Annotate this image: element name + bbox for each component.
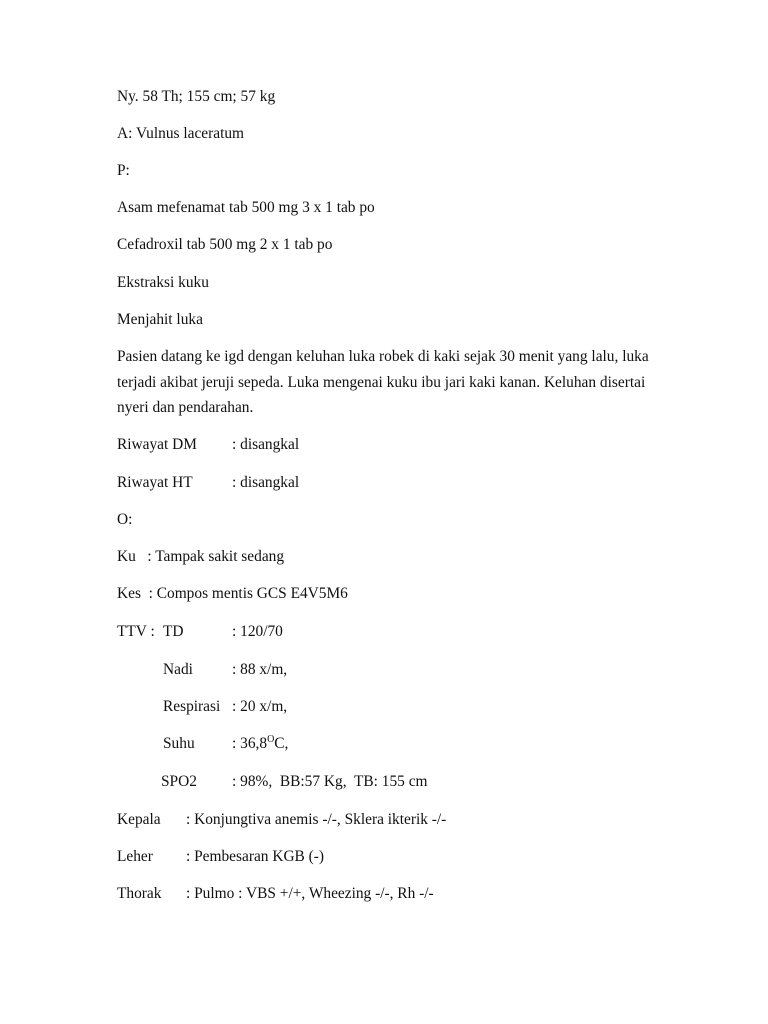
vitals-row	[0, 623, 768, 643]
vital-label: Respirasi	[163, 698, 221, 715]
vitals-row	[0, 698, 768, 718]
history-label: Riwayat DM	[117, 436, 197, 453]
history-value: : disangkal	[232, 436, 300, 453]
vitals-row	[0, 661, 768, 681]
vitals-row	[0, 735, 768, 755]
exam-label: Kepala	[117, 811, 161, 828]
exam-label: Leher	[117, 848, 153, 865]
history-value: : disangkal	[232, 474, 300, 491]
vital-value: : 88 x/m,	[232, 661, 288, 678]
vital-label: TD	[163, 623, 184, 640]
consciousness: Kes : Compos mentis GCS E4V5M6	[117, 585, 348, 602]
plan-item: Ekstraksi kuku	[117, 274, 209, 291]
exam-label: Thorak	[117, 885, 162, 902]
plan-item: Cefadroxil tab 500 mg 2 x 1 tab po	[117, 236, 333, 253]
temperature-value: : 36,8	[232, 735, 268, 752]
history-row	[0, 474, 768, 494]
temperature-unit: C,	[274, 735, 289, 752]
vital-value: : 20 x/m,	[232, 698, 288, 715]
vital-label: Suhu	[163, 735, 195, 752]
vital-value: : 120/70	[232, 623, 283, 640]
vital-value: : 98%, BB:57 Kg, TB: 155 cm	[232, 773, 428, 790]
vital-label: SPO2	[161, 773, 197, 790]
general-condition: Ku : Tampak sakit sedang	[117, 548, 285, 565]
plan-item: Menjahit luka	[117, 311, 203, 328]
vital-label: Nadi	[163, 661, 193, 678]
exam-value: : Pulmo : VBS +/+, Wheezing -/-, Rh -/-	[186, 885, 434, 902]
vitals-row	[0, 773, 768, 793]
objective-heading: O:	[117, 511, 133, 528]
exam-row	[0, 848, 768, 868]
exam-value: : Pembesaran KGB (-)	[186, 848, 325, 865]
vital-value	[232, 735, 288, 753]
patient-info: Ny. 58 Th; 155 cm; 57 kg	[117, 88, 276, 105]
ttv-label: TTV :	[117, 623, 155, 640]
history-row	[0, 436, 768, 456]
degree-superscript: O	[267, 734, 275, 745]
history-label: Riwayat HT	[117, 474, 193, 491]
plan-item: Asam mefenamat tab 500 mg 3 x 1 tab po	[117, 199, 375, 216]
exam-value: : Konjungtiva anemis -/-, Sklera ikterik -/-	[186, 811, 447, 828]
history-paragraph: Pasien datang ke igd dengan keluhan luka robek di kaki sejak 30 menit yang lalu, luka terjadi akibat jeruji sepeda. Luka mengenai kuku ibu jari kaki kanan. Keluhan disertai nyeri dan pendarahan.	[117, 348, 649, 416]
plan-heading: P:	[117, 162, 130, 179]
exam-row	[0, 811, 768, 831]
exam-row	[0, 885, 768, 905]
assessment: A: Vulnus laceratum	[117, 125, 245, 142]
